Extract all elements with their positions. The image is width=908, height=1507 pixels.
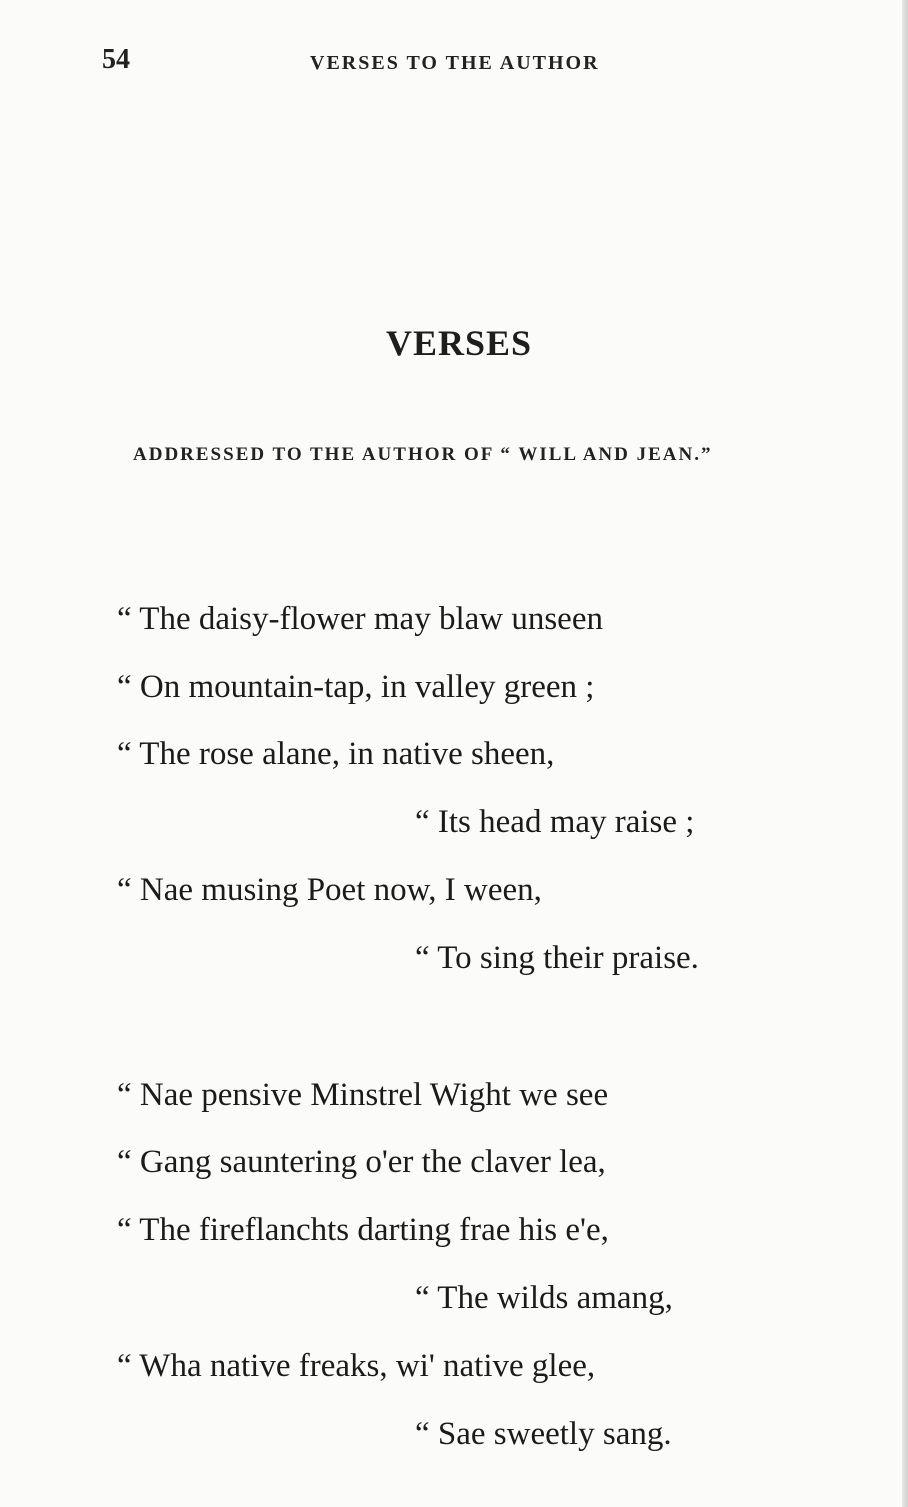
running-head-title: VERSES TO THE AUTHOR: [310, 52, 600, 74]
page-edge-shadow: [902, 0, 908, 1507]
verse-line: “ The wilds amang,: [415, 1280, 673, 1316]
verse-line: “ Gang sauntering o'er the claver lea,: [117, 1144, 606, 1180]
poem-title: VERSES: [385, 323, 533, 363]
verse-line: “ The fireflanchts darting frae his e'e,: [117, 1212, 609, 1248]
verse-line: “ Nae musing Poet now, I ween,: [117, 872, 542, 908]
verse-line: “ Nae pensive Minstrel Wight we see: [117, 1077, 609, 1113]
verse-line: “ Wha native freaks, wi' native glee,: [117, 1348, 596, 1384]
verse-line: “ The daisy-flower may blaw unseen: [117, 601, 603, 637]
verse-line: “ Sae sweetly sang.: [415, 1416, 672, 1452]
running-head: [102, 44, 722, 84]
verse-line: “ To sing their praise.: [415, 940, 699, 976]
verse-line: “ On mountain-tap, in valley green ;: [117, 669, 595, 705]
verse-line: “ The rose alane, in native sheen,: [117, 736, 555, 772]
verse-line: “ Its head may raise ;: [415, 804, 695, 840]
poem-subtitle: ADDRESSED TO THE AUTHOR OF “ WILL AND JEAN.”: [133, 444, 713, 465]
page-number: 54: [102, 44, 130, 75]
